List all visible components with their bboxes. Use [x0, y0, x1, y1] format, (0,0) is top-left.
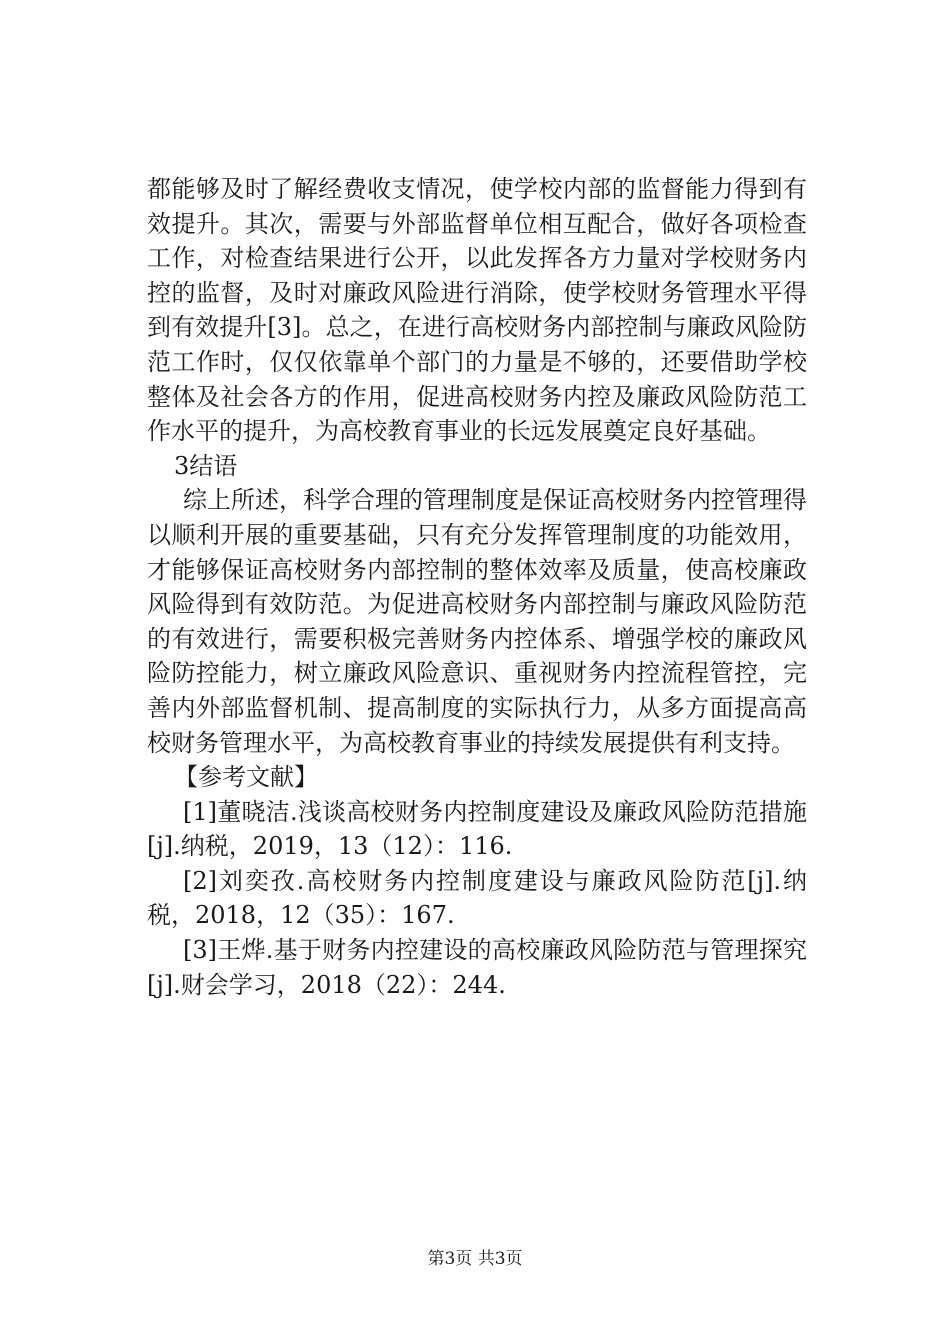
body-paragraph-conclusion: 综上所述，科学合理的管理制度是保证高校财务内控管理得以顺利开展的重要基础，只有充分发挥管理制度的功能效用，才能够保证高校财务内部控制的整体效率及质量，使高校廉政风险得到有效防范。为促进高校财务内部控制与廉政风险防范的有效进行，需要积极完善财务内控体系、增强学校的廉政风险防控能力，树立廉政风险意识、重视财务内控流程管控，完善内外部监督机制、提高制度的实际执行力，从多方面提高高校财务管理水平，为高校教育事业的持续发展提供有利支持。	[147, 486, 807, 757]
reference-item-3: [3]王烨.基于财务内控建设的高校廉政风险防范与管理探究[j].财会学习，2018（22）：244.	[147, 936, 807, 999]
reference-item-2: [2]刘奕孜.高校财务内控制度建设与廉政风险防范[j].纳税，2018，12（35）：167.	[147, 866, 807, 930]
reference-item-1: [1]董晓洁.浅谈高校财务内控制度建设及廉政风险防范措施[j].纳税，2019，13（12）：116.	[147, 797, 807, 861]
page-footer: 第3页 共3页	[427, 1249, 523, 1269]
body-paragraph-continued: 都能够及时了解经费收支情况，使学校内部的监督能力得到有效提升。其次，需要与外部监督单位相互配合，做好各项检查工作，对检查结果进行公开，以此发挥各方力量对学校财务内控的监督，及时对廉政风险进行消除，使学校财务管理水平得到有效提升[3]。总之，在进行高校财务内部控制与廉政风险防范工作时，仅仅依靠单个部门的力量是不够的，还要借助学校整体及社会各方的作用，促进高校财务内控及廉政风险防范工作水平的提升，为高校教育事业的长远发展奠定良好基础。	[147, 175, 807, 446]
section-heading-conclusion: 3结语	[174, 451, 238, 480]
page-body	[147, 172, 807, 1002]
references-title: 【参考文献】	[174, 763, 318, 792]
